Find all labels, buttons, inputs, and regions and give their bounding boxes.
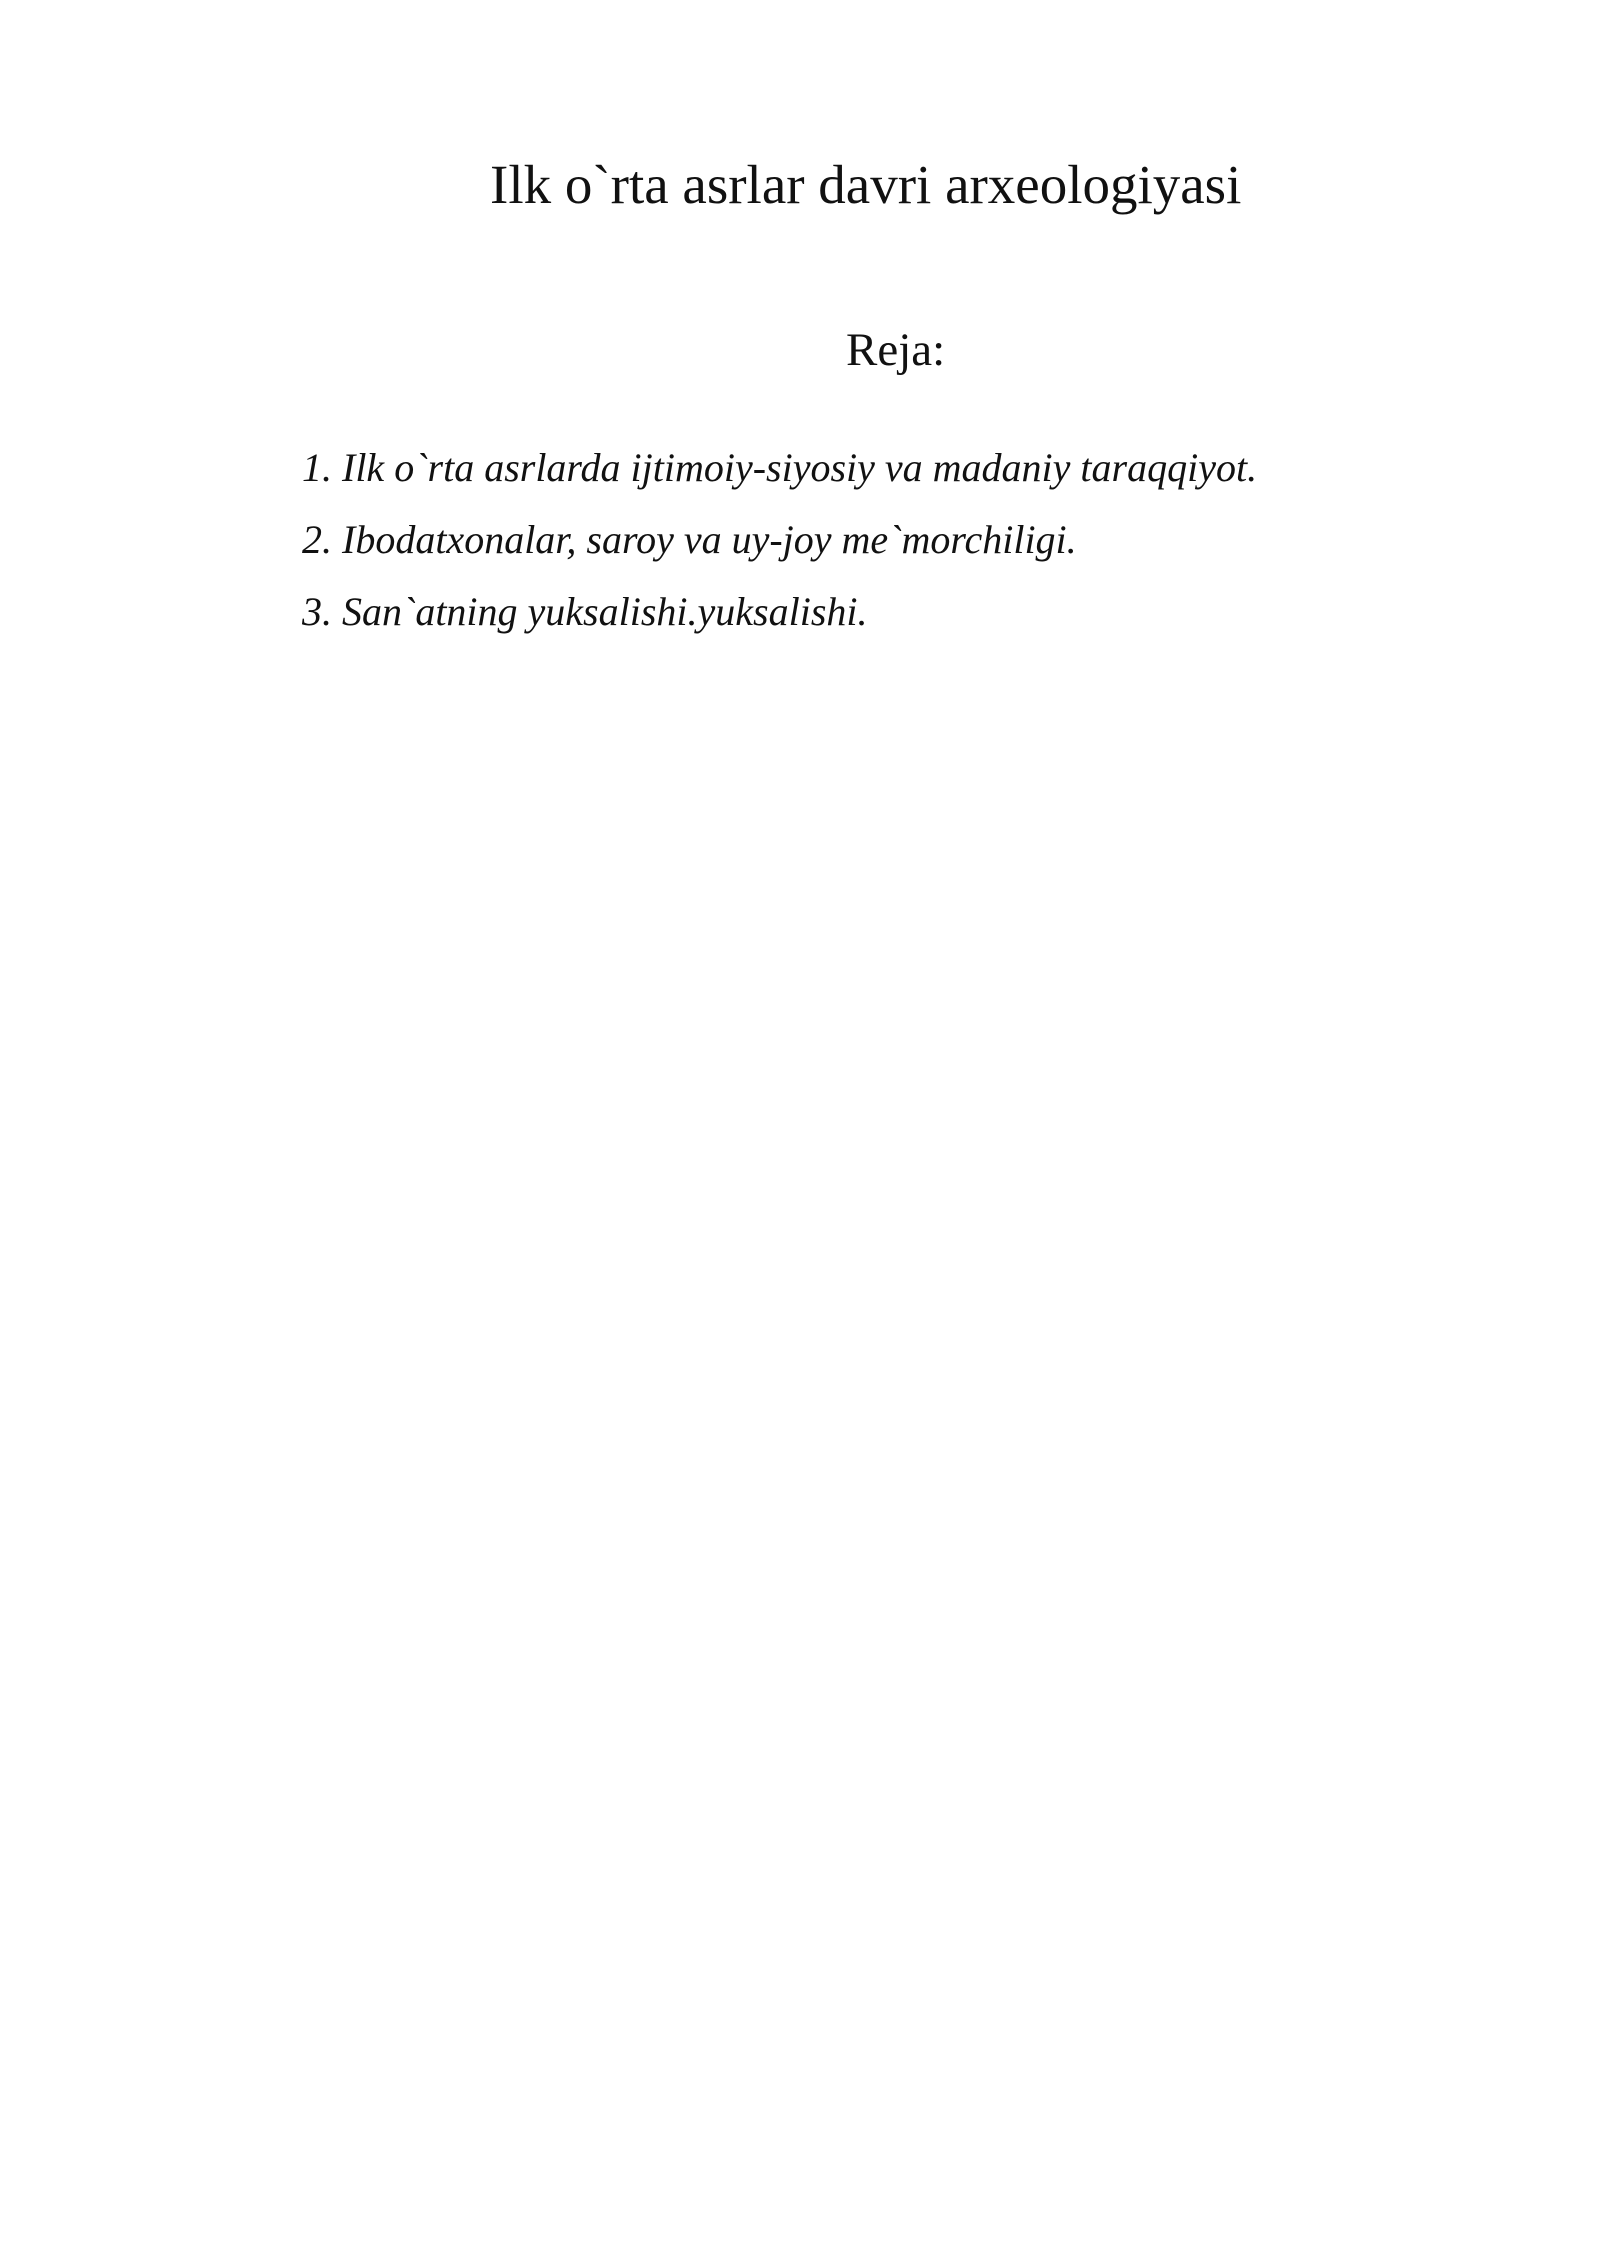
plan-heading: Reja: bbox=[846, 324, 946, 376]
plan-item-2: 2. Ibodatxonalar, saroy va uy-joy me`morchiligi. bbox=[302, 517, 1077, 562]
plan-list bbox=[302, 432, 1502, 648]
document-title: Ilk o`rta asrlar davri arxeologiyasi bbox=[490, 154, 1242, 215]
plan-item-3: 3. San`atning yuksalishi.yuksalishi. bbox=[302, 589, 868, 634]
plan-item-1: 1. Ilk o`rta asrlarda ijtimoiy-siyosiy va madaniy taraqqiyot. bbox=[302, 445, 1258, 490]
